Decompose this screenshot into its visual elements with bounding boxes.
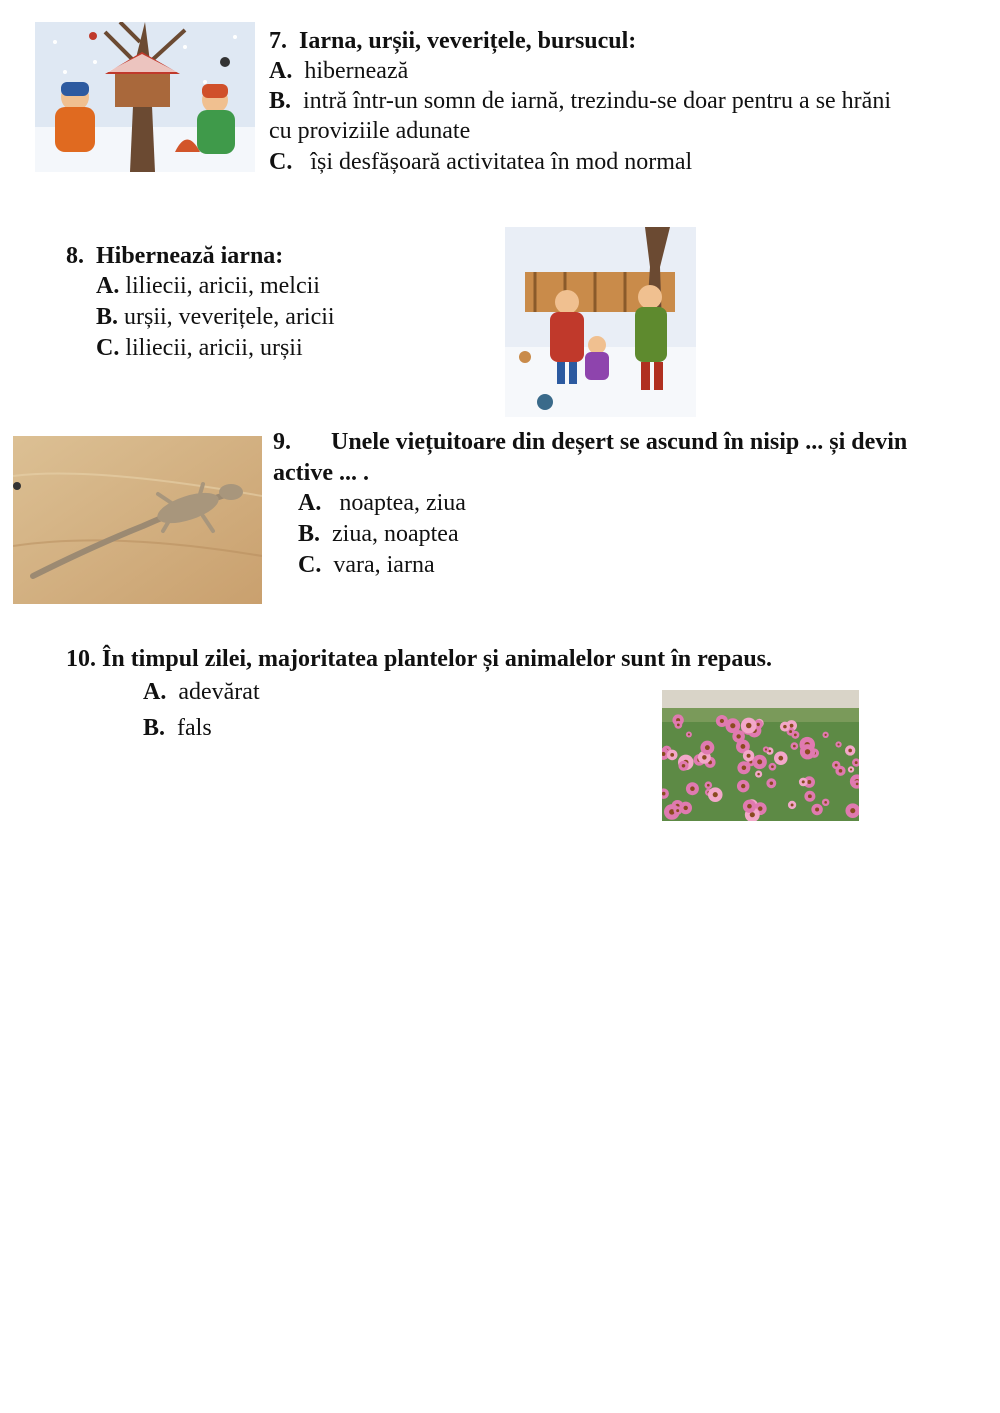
question-8-title: 8. Hibernează iarna: [66,243,284,269]
question-10-number: 10. [66,646,96,672]
desert-lizard-photo [13,436,262,604]
question-7-number: 7. [269,28,287,54]
winter-feeding-illustration [35,22,255,172]
question-10-option-a[interactable]: A. adevărat [143,679,260,705]
question-9-option-c[interactable]: C. vara, iarna [298,552,435,578]
question-7-title: 7. Iarna, urșii, veverițele, bursucul: [269,28,637,54]
question-9-title: 9. Unele viețuitoare din deșert se ascund în nisip ... și devin [273,429,908,455]
question-7-option-c[interactable]: C. își desfășoară activitatea în mod normal [269,149,693,175]
question-10-option-b[interactable]: B. fals [143,715,212,741]
echinacea-flowers-photo [662,690,859,821]
question-8-option-c[interactable]: C. liliecii, aricii, urșii [96,335,303,361]
question-7-option-b-continued: cu proviziile adunate [269,118,471,144]
question-7-option-a[interactable]: A. hibernează [269,58,409,84]
question-9-option-a[interactable]: A. noaptea, ziua [298,490,466,516]
children-in-snow-illustration [505,227,696,417]
question-9-option-b[interactable]: B. ziua, noaptea [298,521,459,547]
question-8-option-a[interactable]: A. liliecii, aricii, melcii [96,273,320,299]
question-8-option-b[interactable]: B. urșii, veverițele, aricii [96,304,335,330]
question-8-number: 8. [66,243,84,269]
question-9-number: 9. [273,429,291,455]
question-7-option-b[interactable]: B. intră într-un somn de iarnă, trezindu-se doar pentru a se hrăni [269,88,891,114]
question-10-title: 10. În timpul zilei, majoritatea plantelor și animalelor sunt în repaus. [66,646,773,672]
question-9-title-continued: active ... . [273,460,369,486]
